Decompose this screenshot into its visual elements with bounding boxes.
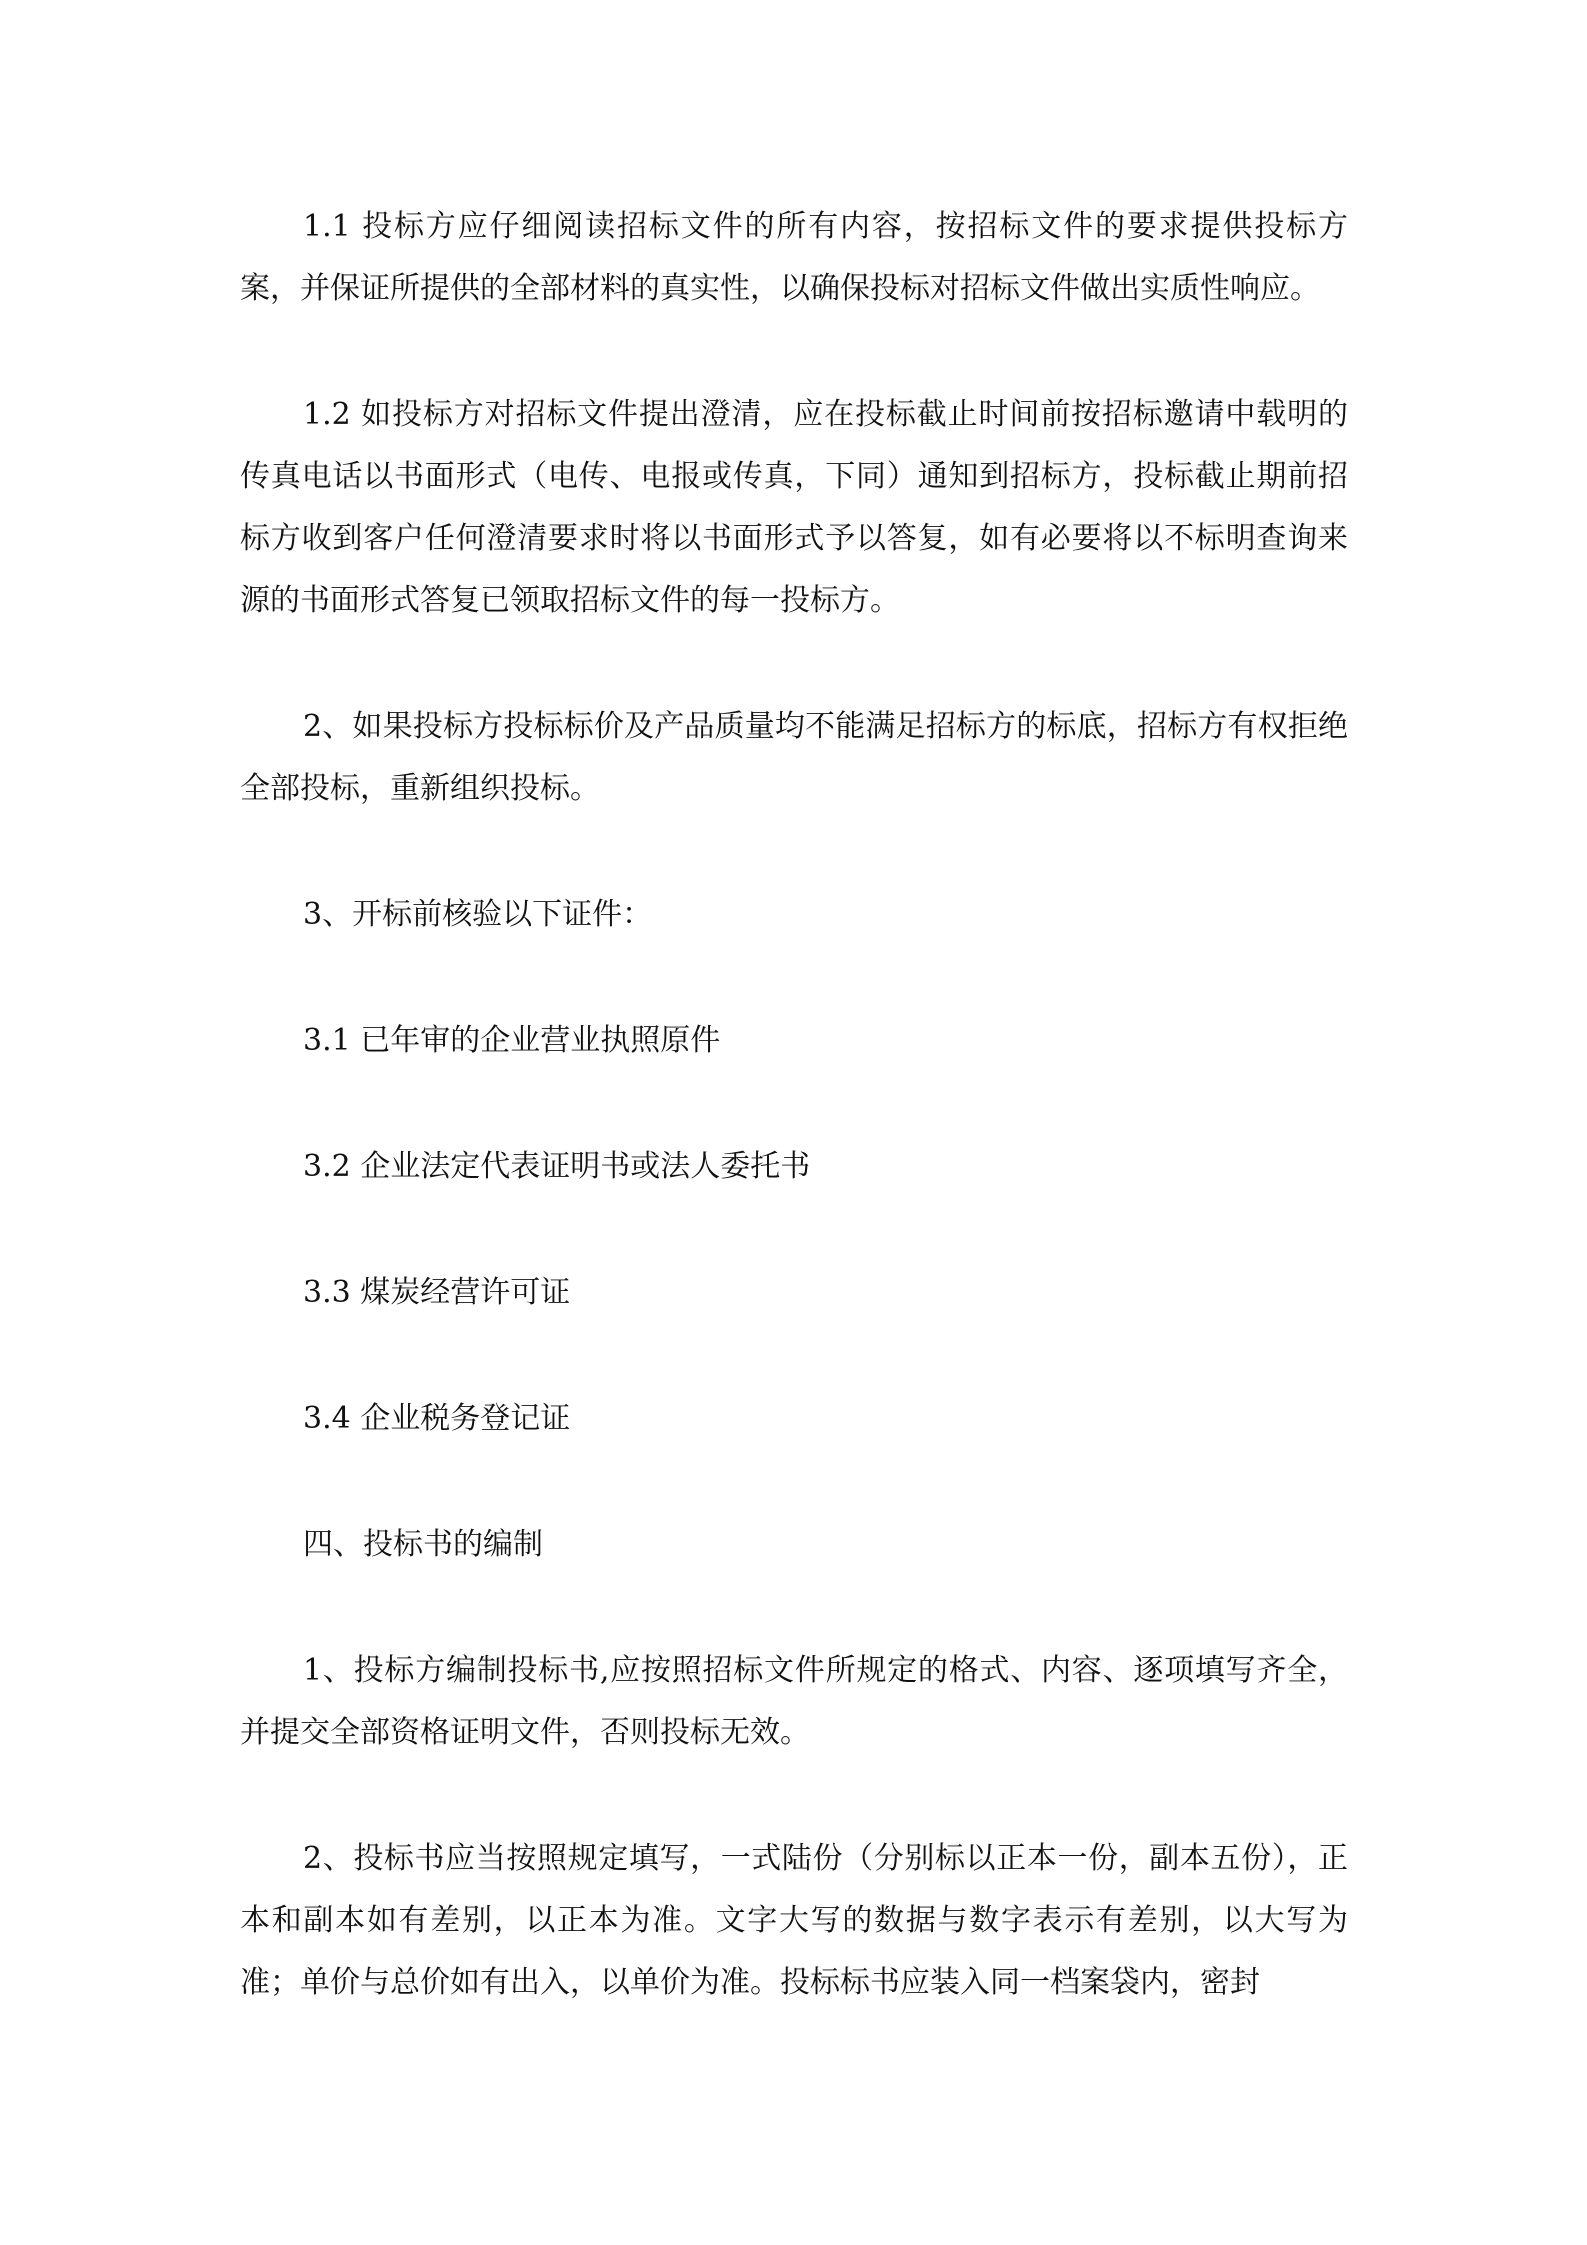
paragraph-1-1: 1.1 投标方应仔细阅读招标文件的所有内容，按招标文件的要求提供投标方案，并保证所提供的全部材料的真实性，以确保投标对招标文件做出实质性响应。	[240, 209, 1348, 306]
paragraph-4-2: 2、投标书应当按照规定填写，一式陆份（分别标以正本一份，副本五份），正本和副本如有差别，以正本为准。文字大写的数据与数字表示有差别，以大写为准；单价与总价如有出入，以单价为准。投标标书应装入同一档案袋内，密封	[240, 1841, 1348, 2000]
paragraph-4-1: 1、投标方编制投标书,应按照招标文件所规定的格式、内容、逐项填写齐全，并提交全部资格证明文件，否则投标无效。	[240, 1653, 1348, 1750]
paragraph-3-1: 3.1 已年审的企业营业执照原件	[303, 1023, 721, 1058]
paragraph-3-4: 3.4 企业税务登记证	[303, 1401, 571, 1436]
paragraph-3-3: 3.3 煤炭经营许可证	[303, 1275, 571, 1310]
paragraph-1-2: 1.2 如投标方对招标文件提出澄清，应在投标截止时间前按招标邀请中载明的传真电话以书面形式（电传、电报或传真，下同）通知到招标方，投标截止期前招标方收到客户任何澄清要求时将以书面形式予以答复，如有必要将以不标明查询来源的书面形式答复已领取招标文件的每一投标方。	[240, 397, 1348, 618]
paragraph-3: 3、开标前核验以下证件：	[303, 897, 653, 932]
paragraph-2: 2、如果投标方投标标价及产品质量均不能满足招标方的标底，招标方有权拒绝全部投标，重新组织投标。	[240, 709, 1348, 806]
section-heading-4: 四、投标书的编制	[303, 1527, 543, 1562]
paragraph-3-2: 3.2 企业法定代表证明书或法人委托书	[303, 1149, 811, 1184]
document-body	[240, 196, 1348, 2014]
